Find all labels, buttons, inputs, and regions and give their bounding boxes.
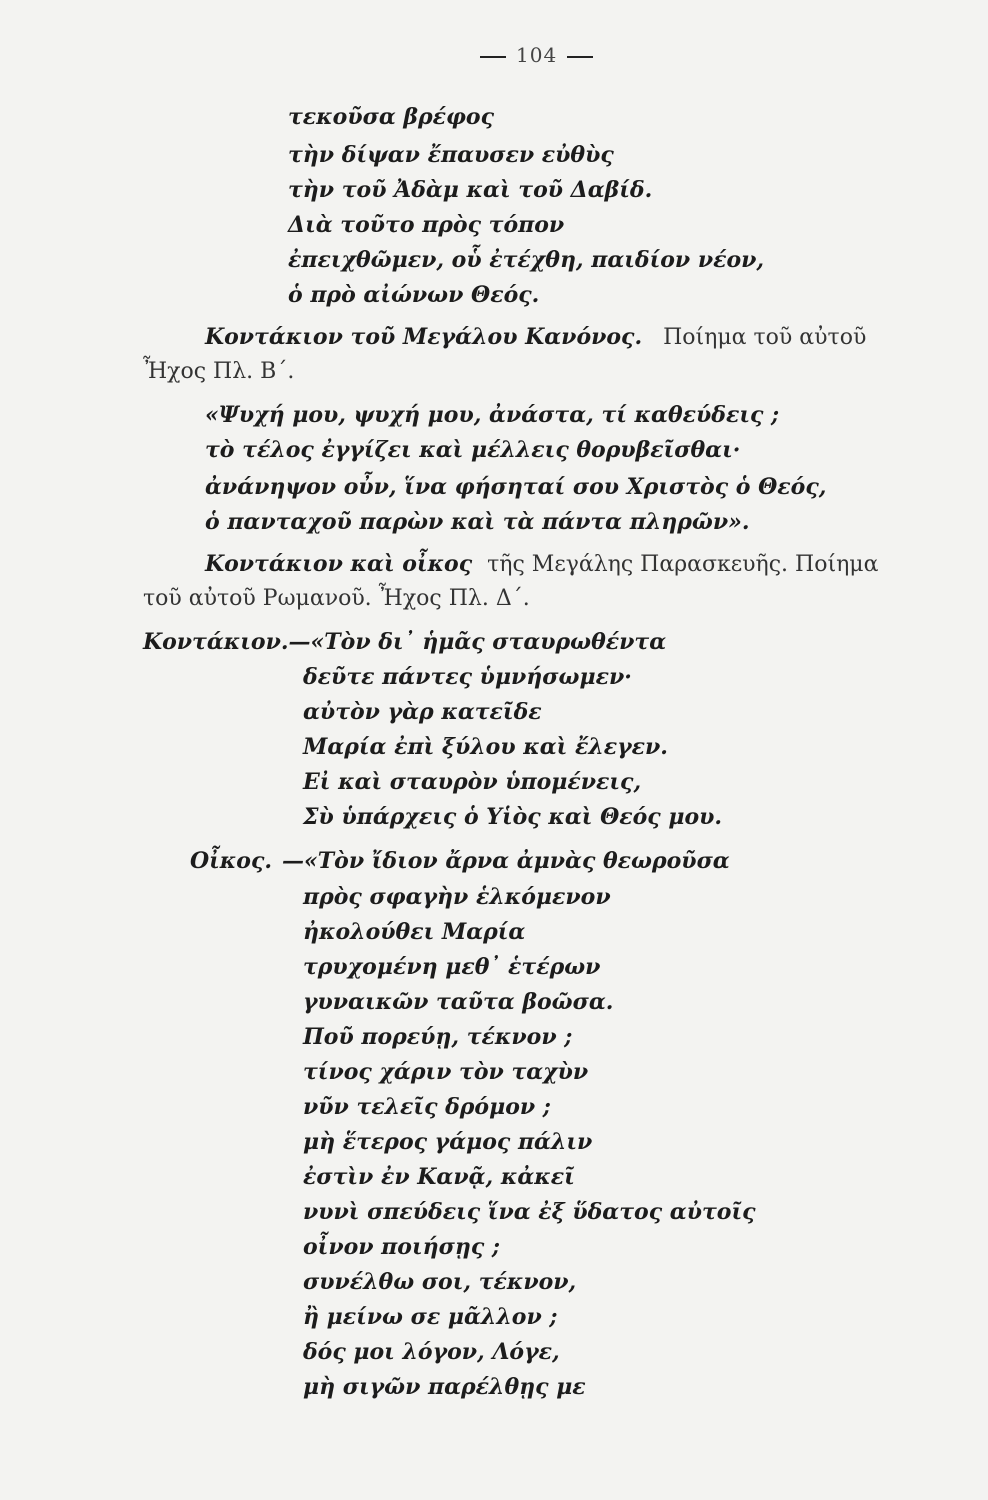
verse-line: ὁ πανταχοῦ παρὼν καὶ τὰ πάντα πληρῶν». [205,509,750,535]
heading-note: Ποίημα τοῦ αὐτοῦ [663,325,867,350]
verse-line: «Ψυχή μου, ψυχή μου, ἀνάστα, τί καθεύδεις ; [205,402,780,428]
verse-line: ἀνάνηψον οὖν, ἵνα φήσηταί σου Χριστὸς ὁ Θεός, [205,474,827,500]
verse-line: Σὺ ὑπάρχεις ὁ Υἱὸς καὶ Θεός μου. [303,804,723,830]
verse-line: γυναικῶν ταῦτα βοῶσα. [303,989,614,1015]
page-number-value: 104 [516,43,558,67]
verse-line: νυνὶ σπεύδεις ἵνα ἐξ ὕδατος αὐτοῖς [303,1199,756,1225]
verse-line: μὴ σιγῶν παρέλθῃς με [303,1374,586,1400]
verse-line: πρὸς σφαγὴν ἑλκόμενον [303,884,611,910]
heading-title: Κοντάκιον καὶ οἶκος [205,551,473,577]
section-heading [205,549,878,580]
verse-line: δός μοι λόγον, Λόγε, [303,1339,560,1365]
verse-line: τίνος χάριν τὸν ταχὺν [303,1059,589,1085]
dash-right [567,56,593,58]
verse-line: ὁ πρὸ αἰώνων Θεός. [288,282,540,308]
heading-note: τῆς Μεγάλης Παρασκευῆς. Ποίημα [487,552,879,577]
verse-text: —«Τὸν ἴδιον ἄρνα ἀμνὰς θεωροῦσα [282,848,730,874]
oikos-first-line [190,846,730,877]
verse-line: Διὰ τοῦτο πρὸς τόπον [288,212,565,238]
verse-line: αὐτὸν γὰρ κατεῖδε [303,699,542,725]
verse-line: τὸ τέλος ἐγγίζει καὶ μέλλεις θορυβεῖσθαι· [205,437,741,463]
verse-text: —«Τὸν δι᾽ ἡμᾶς σταυρωθέντα [288,629,667,655]
kontakion-label: Κοντάκιον. [143,629,289,655]
verse-line: οἶνον ποιήσῃς ; [303,1234,500,1260]
verse-line: ἠκολούθει Μαρία [303,919,526,945]
verse-line: τὴν τοῦ Ἀδὰμ καὶ τοῦ Δαβίδ. [288,177,653,203]
verse-line: δεῦτε πάντες ὑμνήσωμεν· [303,664,632,690]
verse-line: Ποῦ πορεύῃ, τέκνον ; [303,1024,573,1050]
verse-line: ἢ μείνω σε μᾶλλον ; [303,1304,558,1330]
heading-note-continued: τοῦ αὐτοῦ Ρωμανοῦ. Ἦχος Πλ. Δ΄. [143,586,530,611]
kontakion-first-line [143,627,666,658]
oikos-label: Οἶκος. [190,848,273,874]
verse-line: μὴ ἕτερος γάμος πάλιν [303,1129,593,1155]
page-number [470,40,603,70]
section-heading [205,322,866,353]
verse-line: νῦν τελεῖς δρόμον ; [303,1094,551,1120]
verse-line: συνέλθω σοι, τέκνον, [303,1269,577,1295]
verse-line: Μαρία ἐπὶ ξύλου καὶ ἔλεγεν. [303,734,668,760]
verse-line: ἐπειχθῶμεν, οὗ ἐτέχθη, παιδίον νέον, [288,247,765,273]
verse-line: τεκοῦσα βρέφος [288,104,495,130]
heading-title: Κοντάκιον τοῦ Μεγάλου Κανόνος. [205,324,643,350]
verse-line: τρυχομένη μεθ᾽ ἑτέρων [303,954,601,980]
verse-line: ἐστὶν ἐν Κανᾷ, κἀκεῖ [303,1164,575,1190]
tone-label: Ἦχος Πλ. Β΄. [143,359,295,384]
dash-left [480,56,506,58]
verse-line: Εἰ καὶ σταυρὸν ὑπομένεις, [303,769,642,795]
verse-line: τὴν δίψαν ἔπαυσεν εὐθὺς [288,142,614,168]
